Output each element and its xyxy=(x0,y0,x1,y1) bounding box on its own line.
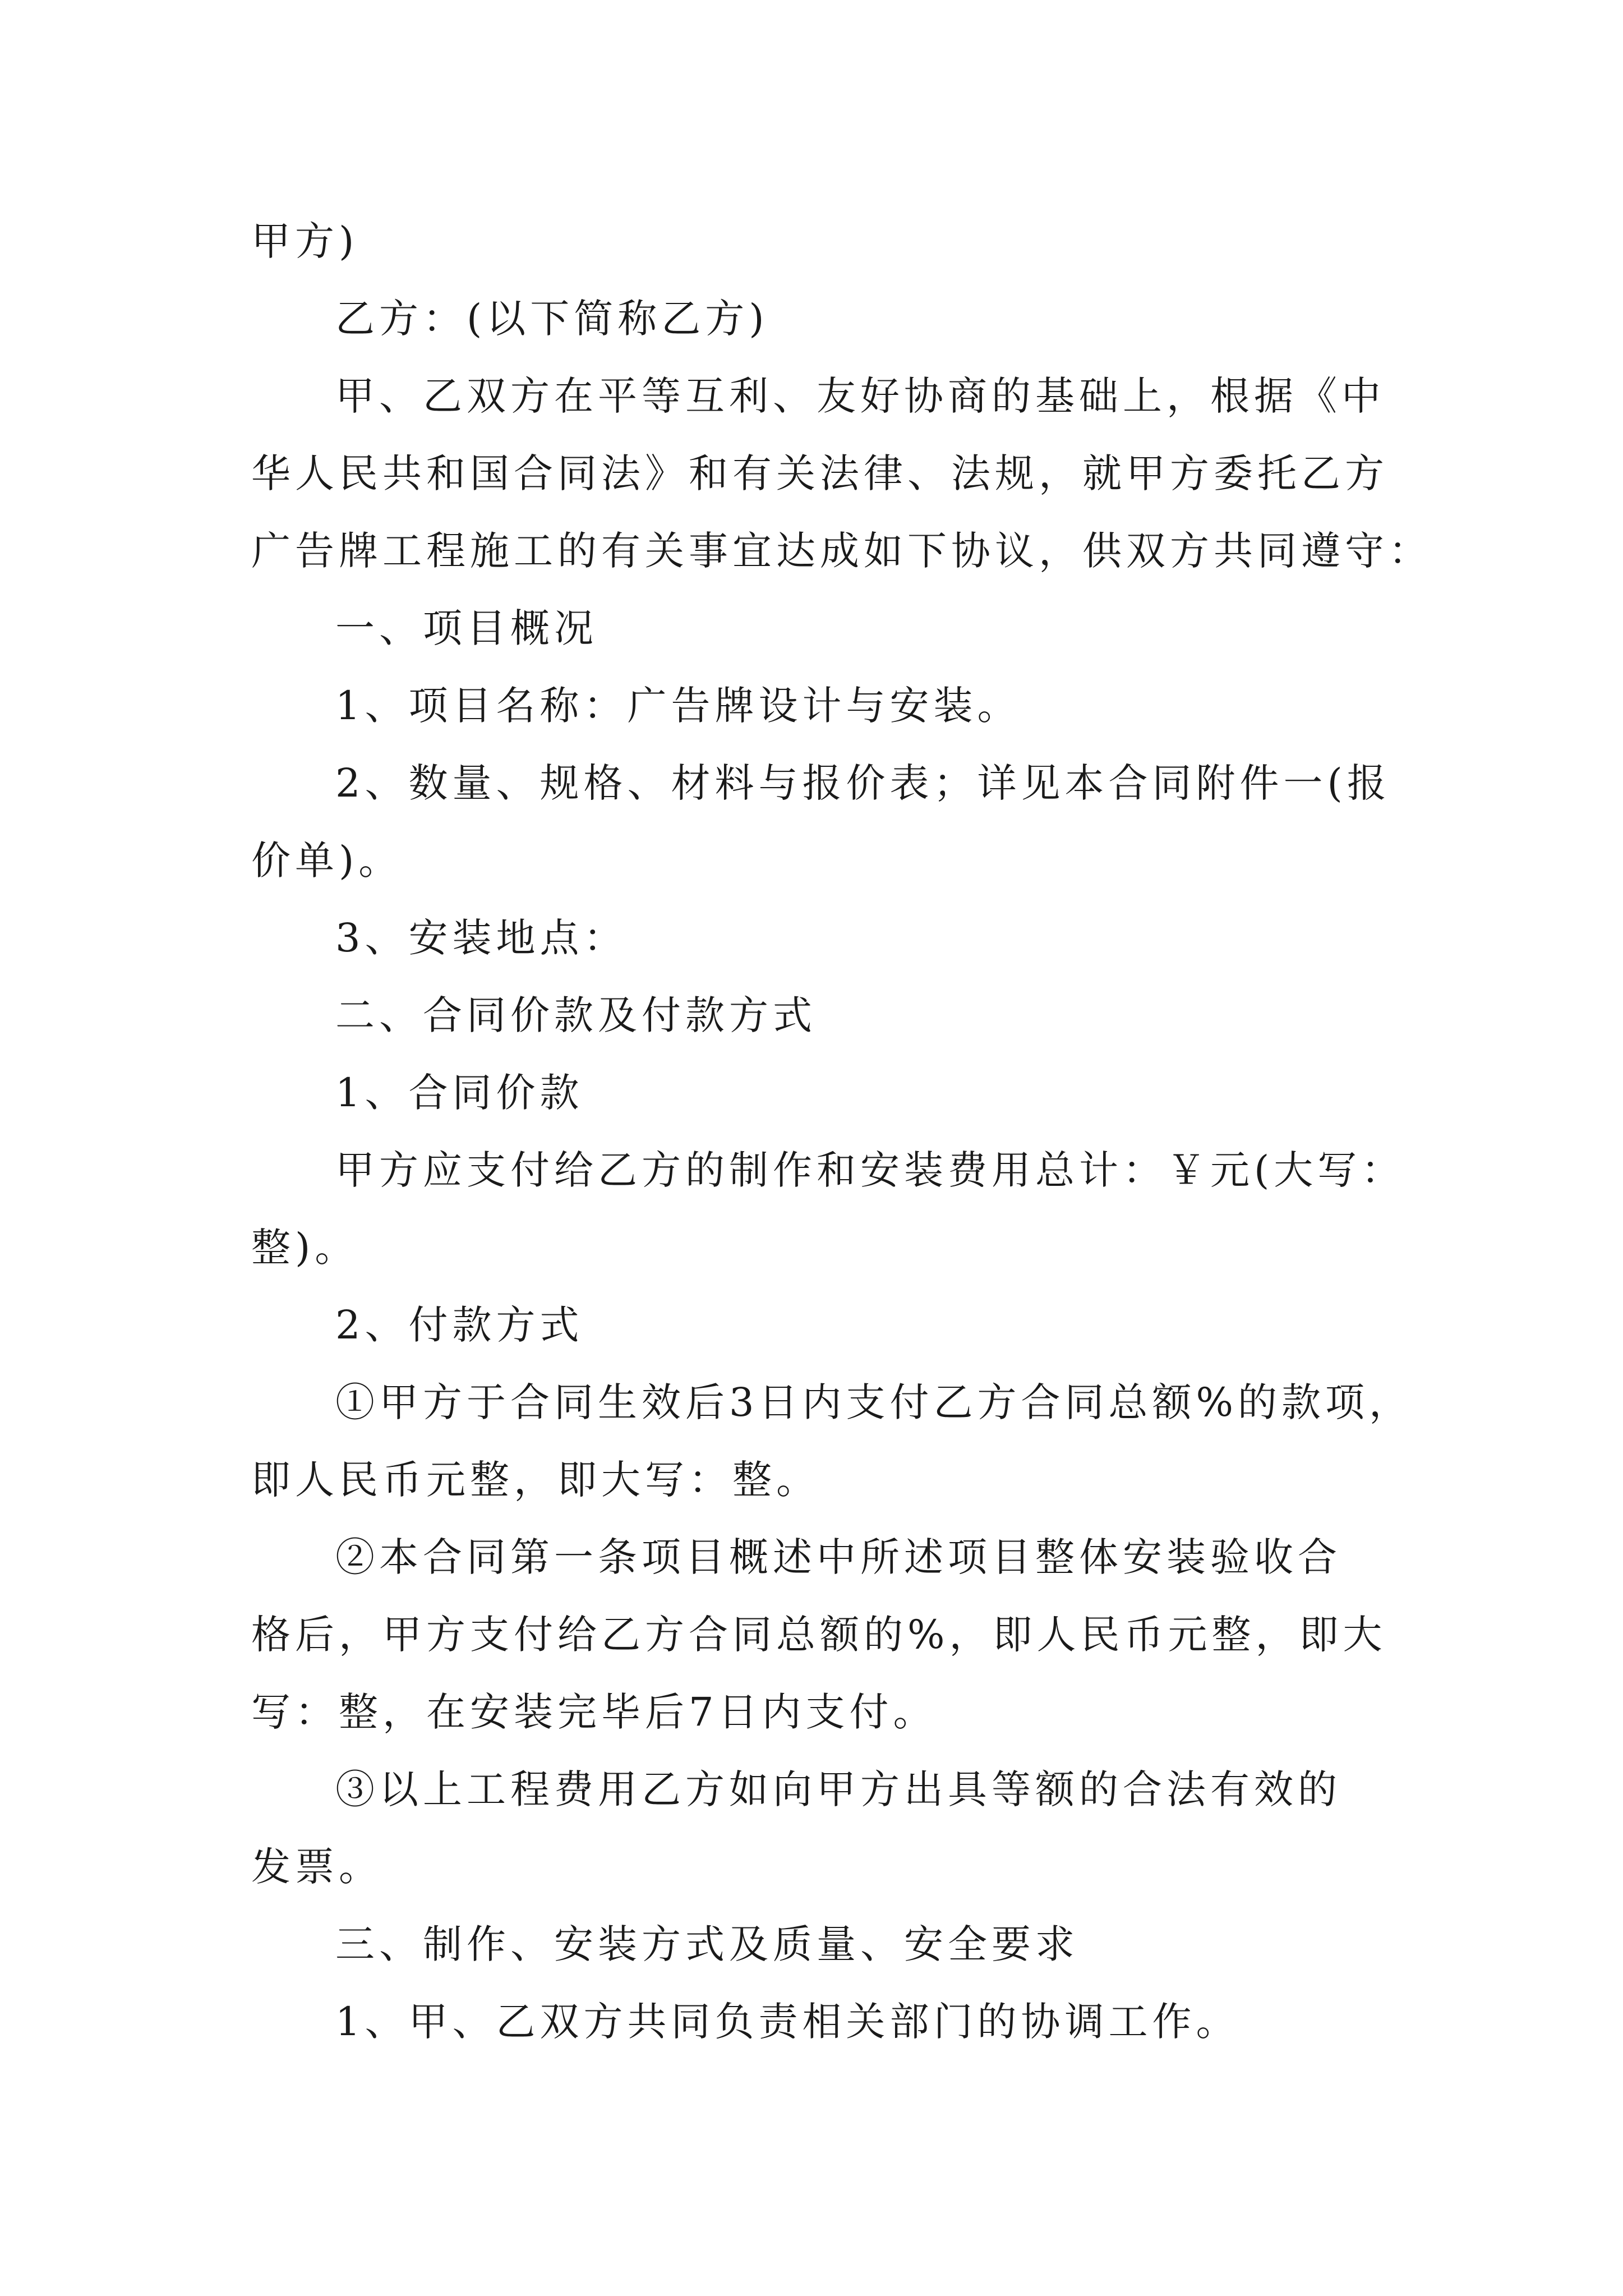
section-heading: 一、项目概况 xyxy=(335,605,598,651)
text-line: 写：整，在安装完毕后7日内支付。 xyxy=(251,1689,937,1735)
text-line: 即人民币元整，即大写：整。 xyxy=(251,1457,820,1503)
text-line: 华人民共和国合同法》和有关法律、法规，就甲方委托乙方 xyxy=(251,450,1389,496)
text-line: ③以上工程费用乙方如向甲方出具等额的合法有效的 xyxy=(335,1766,1341,1812)
text-line: ②本合同第一条项目概述中所述项目整体安装验收合 xyxy=(335,1534,1341,1580)
text-line: 价单)。 xyxy=(251,838,403,884)
text-line: 2、数量、规格、材料与报价表；详见本合同附件一(报 xyxy=(335,760,1391,806)
text-line: 广告牌工程施工的有关事宜达成如下协议，供双方共同遵守： xyxy=(251,528,1432,574)
text-line: 格后，甲方支付给乙方合同总额的%，即人民币元整，即大 xyxy=(251,1612,1387,1658)
text-line: 乙方：(以下简称乙方) xyxy=(335,296,769,342)
text-line: 甲方应支付给乙方的制作和安装费用总计：￥元(大写： xyxy=(335,1147,1405,1193)
text-line: 整)。 xyxy=(251,1225,359,1271)
section-heading: 三、制作、安装方式及质量、安全要求 xyxy=(335,1921,1079,1967)
text-line: 发票。 xyxy=(251,1844,382,1890)
text-line: 甲、乙双方在平等互利、友好协商的基础上，根据《中 xyxy=(335,373,1385,419)
section-heading: 二、合同价款及付款方式 xyxy=(335,992,817,1038)
text-line: 1、甲、乙双方共同负责相关部门的协调工作。 xyxy=(335,1999,1240,2045)
text-line: 甲方) xyxy=(251,218,359,264)
text-line: 1、合同价款 xyxy=(335,1070,584,1116)
text-line: 1、项目名称：广告牌设计与安装。 xyxy=(335,683,1021,729)
text-line: ①甲方于合同生效后3日内支付乙方合同总额%的款项， xyxy=(335,1379,1413,1425)
text-line: 2、付款方式 xyxy=(335,1302,584,1348)
text-line: 3、安装地点： xyxy=(335,915,628,961)
